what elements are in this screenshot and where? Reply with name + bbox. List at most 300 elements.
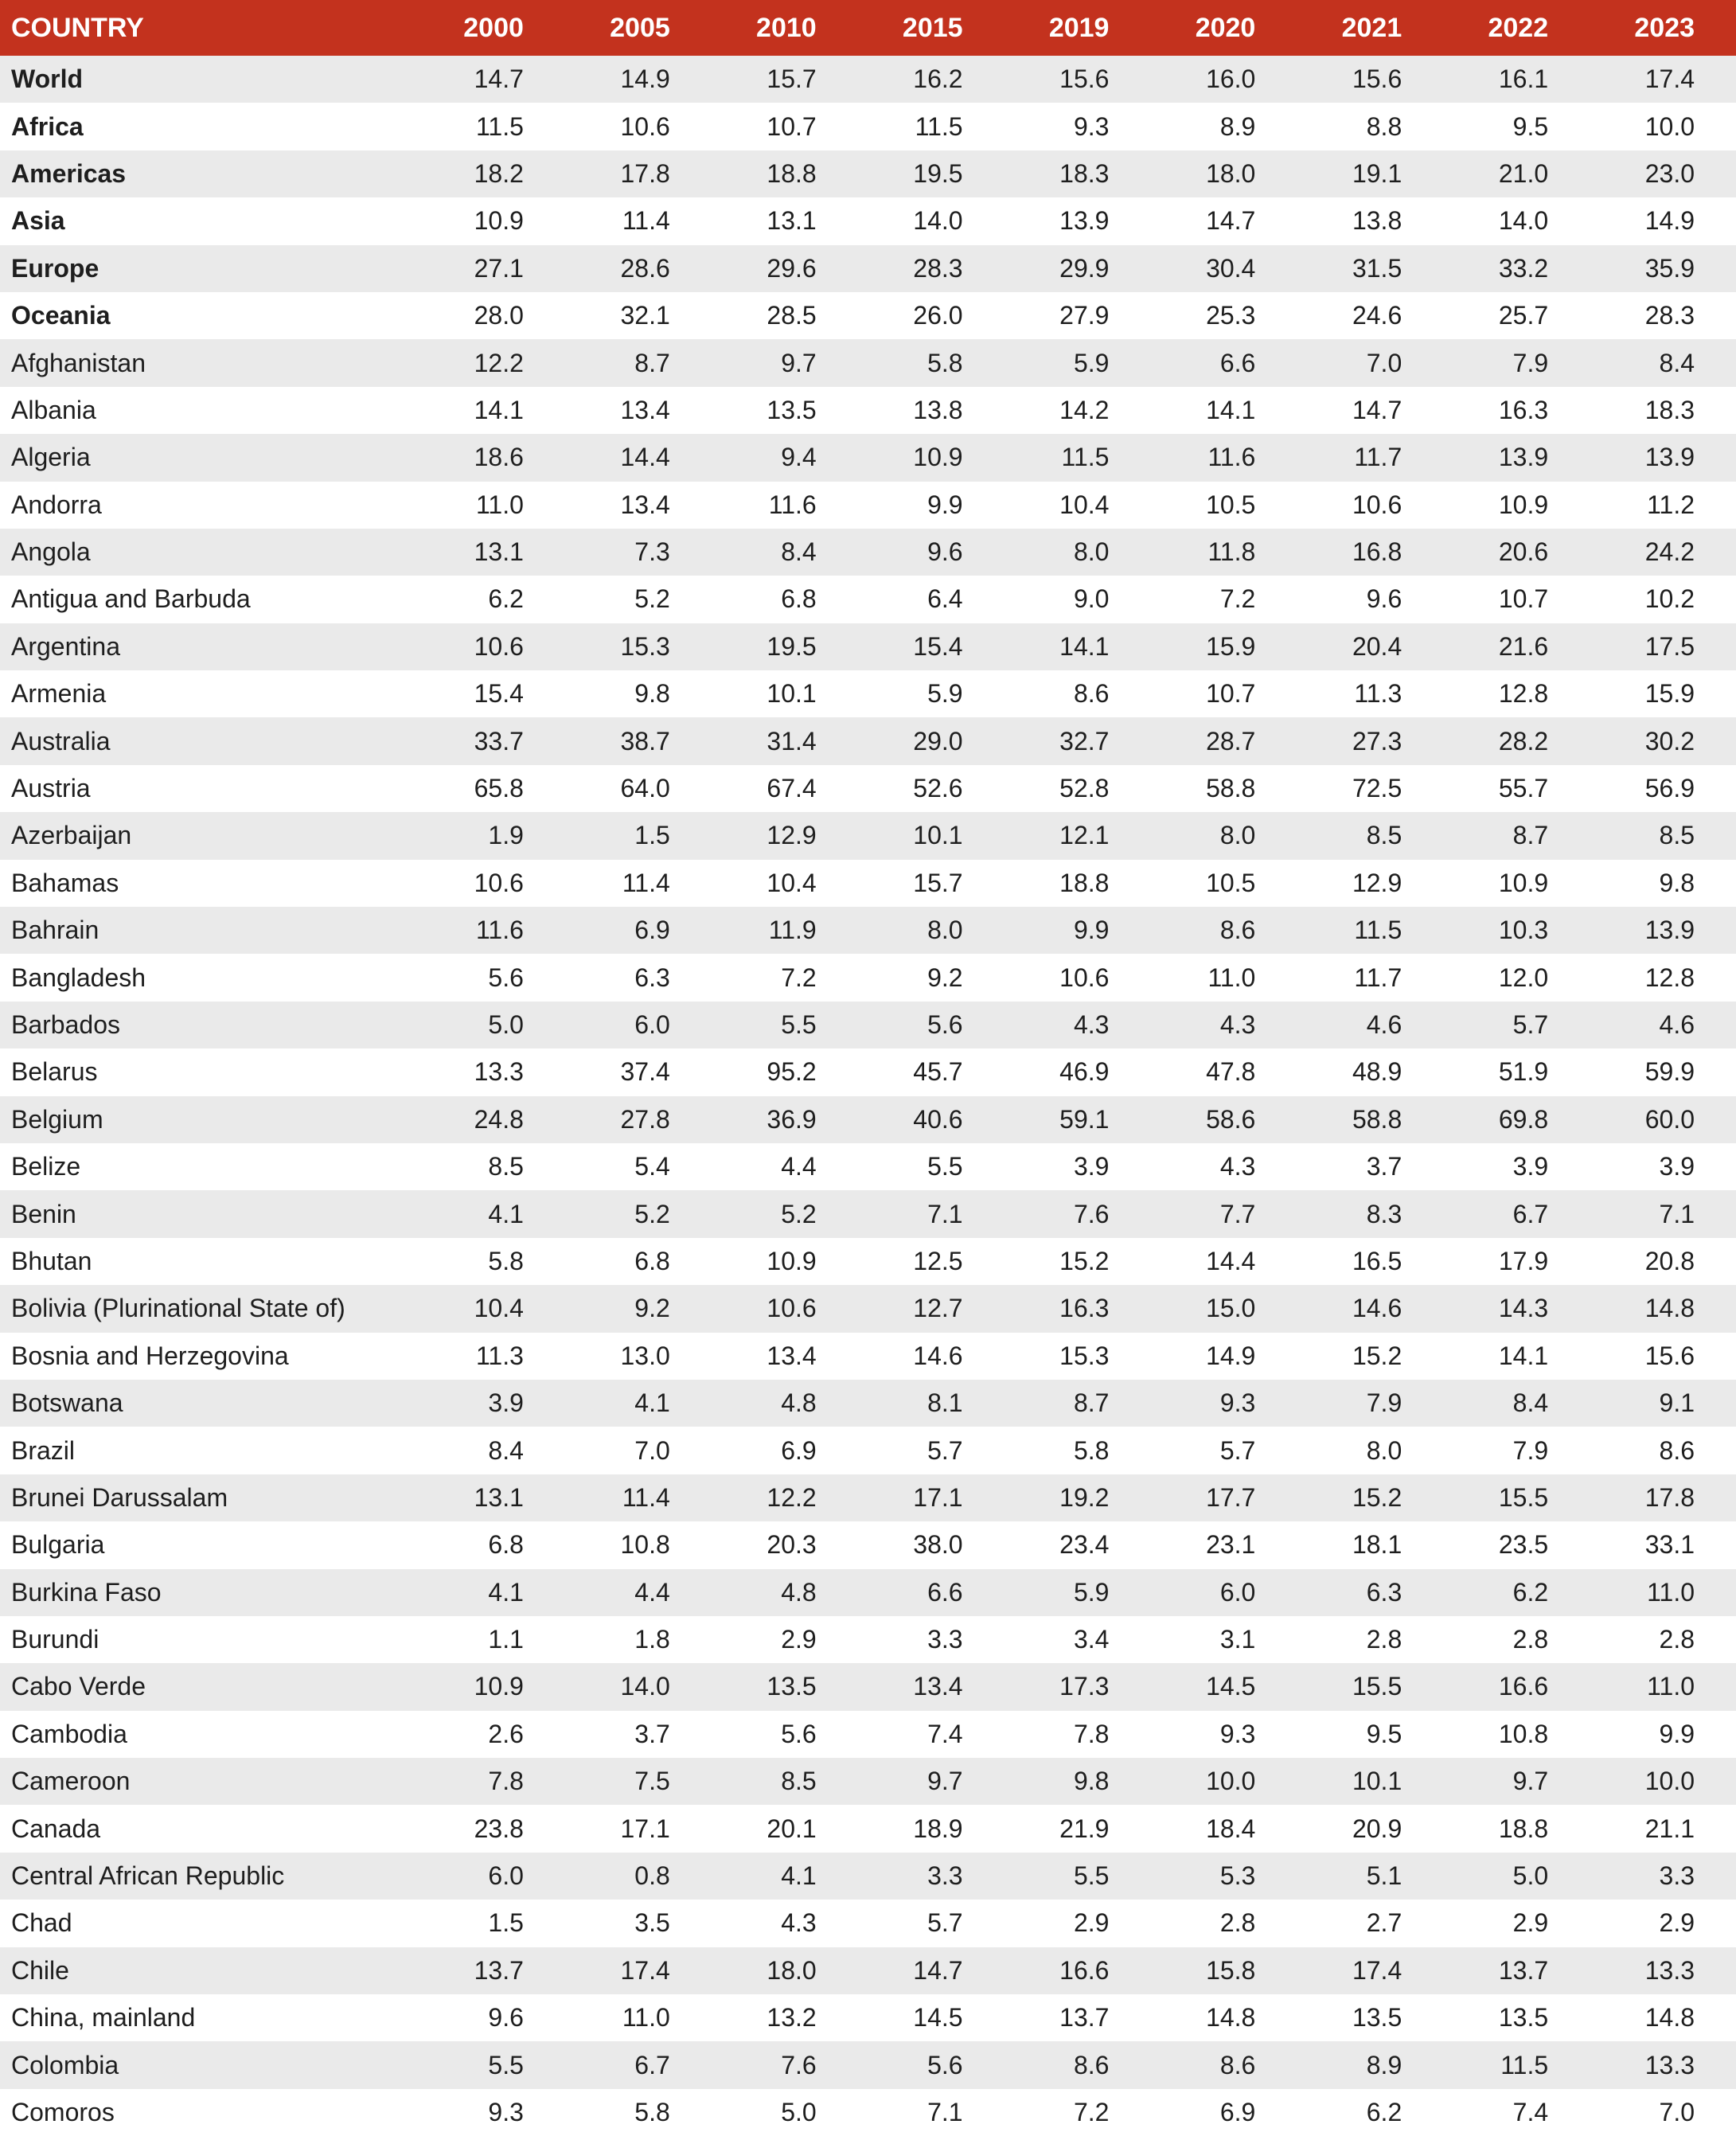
value-cell: 47.8 <box>1206 1057 1256 1087</box>
value-cell: 4.1 <box>634 1388 670 1418</box>
value-cell: 5.2 <box>781 1199 817 1228</box>
value-cell: 1.5 <box>634 821 670 850</box>
value-cell: 7.0 <box>1659 2097 1695 2126</box>
country-name: Bosnia and Herzegovina <box>11 1341 289 1370</box>
value-cell: 9.3 <box>1219 1388 1256 1418</box>
value-cell: 8.6 <box>1073 2050 1110 2079</box>
value-cell: 30.2 <box>1644 726 1695 756</box>
value-cell: 7.5 <box>634 1767 670 1796</box>
value-cell: 5.6 <box>927 1010 963 1039</box>
value-cell: 8.9 <box>1219 111 1256 141</box>
value-cell: 15.3 <box>1059 1341 1110 1370</box>
value-cell: 7.0 <box>634 1435 670 1465</box>
value-cell: 13.1 <box>474 537 524 567</box>
value-cell: 13.4 <box>620 395 670 424</box>
table-row <box>0 1333 1736 1380</box>
value-cell: 9.7 <box>781 348 817 377</box>
value-cell: 14.1 <box>1206 395 1256 424</box>
value-cell: 28.3 <box>1644 301 1695 330</box>
value-cell: 13.9 <box>1644 443 1695 472</box>
value-cell: 14.7 <box>913 1955 963 1985</box>
value-cell: 60.0 <box>1644 1104 1695 1134</box>
country-name: Armenia <box>11 679 107 709</box>
value-cell: 11.0 <box>622 2003 670 2033</box>
value-cell: 26.0 <box>913 301 963 330</box>
value-cell: 18.4 <box>1206 1814 1256 1843</box>
table-row <box>0 2089 1736 2136</box>
country-name: Africa <box>11 111 84 141</box>
value-cell: 13.5 <box>767 395 817 424</box>
value-cell: 28.5 <box>767 301 817 330</box>
value-cell: 6.7 <box>1512 1199 1549 1228</box>
table-row <box>0 529 1736 576</box>
value-cell: 14.7 <box>474 64 524 94</box>
value-cell: 23.4 <box>1059 1530 1110 1560</box>
value-cell: 14.4 <box>1206 1246 1256 1275</box>
value-cell: 38.7 <box>620 726 670 756</box>
value-cell: 13.3 <box>1644 1955 1695 1985</box>
value-cell: 72.5 <box>1352 774 1402 803</box>
value-cell: 11.9 <box>768 916 817 945</box>
table-row <box>0 717 1736 764</box>
table-row <box>0 1380 1736 1427</box>
table-row <box>0 1994 1736 2041</box>
value-cell: 5.5 <box>1073 1861 1110 1891</box>
value-cell: 7.1 <box>927 2097 963 2126</box>
value-cell: 69.8 <box>1498 1104 1549 1134</box>
value-cell: 31.5 <box>1352 253 1402 283</box>
table-row <box>0 1711 1736 1758</box>
country-name: Colombia <box>11 2050 119 2079</box>
country-name: Oceania <box>11 301 111 330</box>
value-cell: 12.8 <box>1644 963 1695 992</box>
value-cell: 9.6 <box>927 537 963 567</box>
value-cell: 7.2 <box>1073 2097 1110 2126</box>
value-cell: 6.3 <box>634 963 670 992</box>
table-row <box>0 103 1736 150</box>
value-cell: 5.6 <box>488 963 524 992</box>
value-cell: 10.7 <box>1206 679 1256 709</box>
value-cell: 8.5 <box>488 1152 524 1181</box>
table-row <box>0 1616 1736 1663</box>
value-cell: 2.8 <box>1219 1908 1256 1938</box>
value-cell: 29.6 <box>767 253 817 283</box>
value-cell: 3.7 <box>1366 1152 1402 1181</box>
column-header-year: 2022 <box>1443 0 1590 56</box>
value-cell: 6.2 <box>1366 2097 1402 2126</box>
value-cell: 12.2 <box>474 348 524 377</box>
value-cell: 18.1 <box>1352 1530 1402 1560</box>
value-cell: 28.2 <box>1498 726 1549 756</box>
value-cell: 8.5 <box>1659 821 1695 850</box>
value-cell: 8.5 <box>781 1767 817 1796</box>
value-cell: 58.6 <box>1206 1104 1256 1134</box>
value-cell: 2.8 <box>1659 1625 1695 1654</box>
table-row <box>0 197 1736 244</box>
value-cell: 9.6 <box>1366 584 1402 614</box>
value-cell: 7.0 <box>1366 348 1402 377</box>
value-cell: 9.3 <box>1073 111 1110 141</box>
table-header <box>0 0 1736 56</box>
column-header-year: 2000 <box>419 0 565 56</box>
value-cell: 7.8 <box>488 1767 524 1796</box>
value-cell: 14.8 <box>1644 1294 1695 1323</box>
value-cell: 6.2 <box>488 584 524 614</box>
value-cell: 3.9 <box>1659 1152 1695 1181</box>
value-cell: 13.1 <box>474 1482 524 1512</box>
value-cell: 17.5 <box>1644 631 1695 661</box>
value-cell: 13.3 <box>474 1057 524 1087</box>
value-cell: 7.4 <box>1512 2097 1549 2126</box>
table-row <box>0 1427 1736 1474</box>
country-name: Cabo Verde <box>11 1672 146 1701</box>
value-cell: 6.0 <box>634 1010 670 1039</box>
value-cell: 4.3 <box>1219 1010 1256 1039</box>
value-cell: 9.9 <box>927 490 963 519</box>
value-cell: 8.6 <box>1659 1435 1695 1465</box>
value-cell: 5.7 <box>1219 1435 1256 1465</box>
value-cell: 21.1 <box>1644 1814 1695 1843</box>
value-cell: 15.4 <box>474 679 524 709</box>
value-cell: 18.2 <box>474 158 524 188</box>
value-cell: 19.2 <box>1059 1482 1110 1512</box>
value-cell: 3.3 <box>1659 1861 1695 1891</box>
value-cell: 13.0 <box>620 1341 670 1370</box>
value-cell: 13.8 <box>1352 206 1402 236</box>
value-cell: 10.2 <box>1644 584 1695 614</box>
value-cell: 59.1 <box>1059 1104 1110 1134</box>
country-name: Bahamas <box>11 868 119 897</box>
value-cell: 17.1 <box>913 1482 963 1512</box>
value-cell: 10.7 <box>1498 584 1549 614</box>
value-cell: 8.8 <box>1366 111 1402 141</box>
value-cell: 32.1 <box>620 301 670 330</box>
country-name: Chile <box>11 1955 69 1985</box>
header-row <box>0 0 1736 56</box>
value-cell: 15.3 <box>620 631 670 661</box>
country-name: Bulgaria <box>11 1530 105 1560</box>
value-cell: 8.7 <box>634 348 670 377</box>
value-cell: 4.3 <box>1219 1152 1256 1181</box>
value-cell: 33.2 <box>1498 253 1549 283</box>
value-cell: 10.4 <box>474 1294 524 1323</box>
value-cell: 13.4 <box>913 1672 963 1701</box>
value-cell: 21.6 <box>1498 631 1549 661</box>
value-cell: 7.6 <box>1073 1199 1110 1228</box>
value-cell: 6.3 <box>1366 1577 1402 1607</box>
value-cell: 11.5 <box>475 111 524 141</box>
value-cell: 5.4 <box>634 1152 670 1181</box>
value-cell: 5.6 <box>927 2050 963 2079</box>
value-cell: 6.9 <box>1219 2097 1256 2126</box>
value-cell: 28.3 <box>913 253 963 283</box>
value-cell: 13.2 <box>767 2003 817 2033</box>
value-cell: 24.8 <box>474 1104 524 1134</box>
value-cell: 17.4 <box>1352 1955 1402 1985</box>
value-cell: 14.8 <box>1206 2003 1256 2033</box>
country-name: Americas <box>11 158 127 188</box>
value-cell: 8.5 <box>1366 821 1402 850</box>
value-cell: 17.8 <box>1644 1482 1695 1512</box>
value-cell: 13.4 <box>767 1341 817 1370</box>
value-cell: 5.9 <box>1073 1577 1110 1607</box>
value-cell: 9.2 <box>634 1294 670 1323</box>
value-cell: 23.1 <box>1206 1530 1256 1560</box>
value-cell: 7.2 <box>781 963 817 992</box>
value-cell: 52.8 <box>1059 774 1110 803</box>
value-cell: 5.0 <box>1512 1861 1549 1891</box>
value-cell: 29.0 <box>913 726 963 756</box>
value-cell: 25.3 <box>1206 301 1256 330</box>
value-cell: 58.8 <box>1352 1104 1402 1134</box>
value-cell: 2.8 <box>1512 1625 1549 1654</box>
value-cell: 10.6 <box>474 631 524 661</box>
value-cell: 3.7 <box>634 1719 670 1748</box>
value-cell: 11.7 <box>1354 963 1402 992</box>
value-cell: 46.9 <box>1059 1057 1110 1087</box>
value-cell: 15.5 <box>1352 1672 1402 1701</box>
value-cell: 20.6 <box>1498 537 1549 567</box>
value-cell: 38.0 <box>913 1530 963 1560</box>
value-cell: 14.1 <box>474 395 524 424</box>
table-row <box>0 1521 1736 1568</box>
value-cell: 10.9 <box>474 1672 524 1701</box>
value-cell: 3.5 <box>634 1908 670 1938</box>
value-cell: 64.0 <box>620 774 670 803</box>
value-cell: 21.9 <box>1059 1814 1110 1843</box>
value-cell: 6.2 <box>1512 1577 1549 1607</box>
value-cell: 15.9 <box>1644 679 1695 709</box>
value-cell: 48.9 <box>1352 1057 1402 1087</box>
value-cell: 11.8 <box>1207 537 1256 567</box>
table-row <box>0 387 1736 434</box>
value-cell: 18.8 <box>1498 1814 1549 1843</box>
country-name: Belize <box>11 1152 81 1181</box>
value-cell: 8.4 <box>1659 348 1695 377</box>
value-cell: 11.4 <box>622 868 670 897</box>
value-cell: 9.6 <box>488 2003 524 2033</box>
value-cell: 14.2 <box>1059 395 1110 424</box>
value-cell: 1.1 <box>488 1625 524 1654</box>
country-name: Austria <box>11 774 91 803</box>
value-cell: 10.9 <box>767 1246 817 1275</box>
value-cell: 9.5 <box>1366 1719 1402 1748</box>
value-cell: 17.7 <box>1206 1482 1256 1512</box>
value-cell: 9.3 <box>1219 1719 1256 1748</box>
value-cell: 8.0 <box>927 916 963 945</box>
value-cell: 10.6 <box>1059 963 1110 992</box>
value-cell: 5.6 <box>781 1719 817 1748</box>
value-cell: 16.1 <box>1498 64 1549 94</box>
table-row <box>0 1048 1736 1095</box>
value-cell: 13.4 <box>620 490 670 519</box>
value-cell: 6.6 <box>927 1577 963 1607</box>
value-cell: 11.3 <box>1354 679 1402 709</box>
value-cell: 12.9 <box>1352 868 1402 897</box>
country-name: Algeria <box>11 443 91 472</box>
value-cell: 18.8 <box>1059 868 1110 897</box>
value-cell: 17.4 <box>1644 64 1695 94</box>
value-cell: 6.7 <box>634 2050 670 2079</box>
country-name: Chad <box>11 1908 72 1938</box>
value-cell: 2.9 <box>781 1625 817 1654</box>
table-row <box>0 1947 1736 1994</box>
value-cell: 8.0 <box>1366 1435 1402 1465</box>
value-cell: 5.8 <box>1073 1435 1110 1465</box>
value-cell: 11.7 <box>1354 443 1402 472</box>
value-cell: 10.0 <box>1644 1767 1695 1796</box>
column-header-year: 2023 <box>1590 0 1736 56</box>
country-name: Argentina <box>11 631 120 661</box>
value-cell: 40.6 <box>913 1104 963 1134</box>
value-cell: 10.7 <box>767 111 817 141</box>
value-cell: 13.9 <box>1059 206 1110 236</box>
value-cell: 25.7 <box>1498 301 1549 330</box>
value-cell: 14.8 <box>1644 2003 1695 2033</box>
value-cell: 17.1 <box>620 1814 670 1843</box>
value-cell: 15.2 <box>1352 1482 1402 1512</box>
value-cell: 5.7 <box>1512 1010 1549 1039</box>
value-cell: 10.6 <box>1352 490 1402 519</box>
value-cell: 13.7 <box>1498 1955 1549 1985</box>
value-cell: 33.7 <box>474 726 524 756</box>
value-cell: 6.8 <box>781 584 817 614</box>
country-name: Bhutan <box>11 1246 92 1275</box>
column-header-year: 2021 <box>1297 0 1443 56</box>
value-cell: 95.2 <box>767 1057 817 1087</box>
value-cell: 10.9 <box>1498 868 1549 897</box>
country-name: China, mainland <box>11 2003 196 2033</box>
value-cell: 10.6 <box>474 868 524 897</box>
column-header-year: 2020 <box>1150 0 1297 56</box>
value-cell: 9.1 <box>1659 1388 1695 1418</box>
value-cell: 20.4 <box>1352 631 1402 661</box>
value-cell: 10.1 <box>767 679 817 709</box>
table-row <box>0 1805 1736 1852</box>
value-cell: 6.0 <box>488 1861 524 1891</box>
value-cell: 3.9 <box>1073 1152 1110 1181</box>
value-cell: 12.7 <box>913 1294 963 1323</box>
table-row <box>0 434 1736 481</box>
value-cell: 9.2 <box>927 963 963 992</box>
value-cell: 16.8 <box>1352 537 1402 567</box>
table-row <box>0 860 1736 907</box>
value-cell: 5.7 <box>927 1435 963 1465</box>
table-row <box>0 1002 1736 1048</box>
country-name: Burundi <box>11 1625 99 1654</box>
value-cell: 15.2 <box>1352 1341 1402 1370</box>
value-cell: 16.5 <box>1352 1246 1402 1275</box>
table-row <box>0 1474 1736 1521</box>
value-cell: 1.9 <box>488 821 524 850</box>
value-cell: 23.5 <box>1498 1530 1549 1560</box>
value-cell: 3.9 <box>1512 1152 1549 1181</box>
value-cell: 29.9 <box>1059 253 1110 283</box>
value-cell: 13.1 <box>767 206 817 236</box>
table-row <box>0 812 1736 859</box>
value-cell: 8.6 <box>1073 679 1110 709</box>
value-cell: 9.8 <box>634 679 670 709</box>
value-cell: 19.5 <box>913 158 963 188</box>
value-cell: 7.9 <box>1512 1435 1549 1465</box>
value-cell: 6.4 <box>927 584 963 614</box>
value-cell: 27.8 <box>620 1104 670 1134</box>
value-cell: 9.9 <box>1659 1719 1695 1748</box>
value-cell: 17.8 <box>620 158 670 188</box>
country-name: Cameroon <box>11 1767 131 1796</box>
value-cell: 4.8 <box>781 1388 817 1418</box>
value-cell: 14.9 <box>1206 1341 1256 1370</box>
value-cell: 10.0 <box>1206 1767 1256 1796</box>
value-cell: 18.0 <box>767 1955 817 1985</box>
value-cell: 14.0 <box>1498 206 1549 236</box>
value-cell: 10.6 <box>767 1294 817 1323</box>
value-cell: 35.9 <box>1644 253 1695 283</box>
value-cell: 11.5 <box>915 111 963 141</box>
value-cell: 17.3 <box>1059 1672 1110 1701</box>
value-cell: 10.9 <box>474 206 524 236</box>
value-cell: 2.9 <box>1512 1908 1549 1938</box>
value-cell: 8.9 <box>1366 2050 1402 2079</box>
value-cell: 12.1 <box>1059 821 1110 850</box>
value-cell: 5.1 <box>1366 1861 1402 1891</box>
value-cell: 11.0 <box>1207 963 1256 992</box>
value-cell: 16.3 <box>1498 395 1549 424</box>
value-cell: 14.3 <box>1498 1294 1549 1323</box>
value-cell: 14.1 <box>1059 631 1110 661</box>
value-cell: 30.4 <box>1206 253 1256 283</box>
value-cell: 20.9 <box>1352 1814 1402 1843</box>
value-cell: 4.4 <box>634 1577 670 1607</box>
table-row <box>0 907 1736 954</box>
value-cell: 4.1 <box>488 1199 524 1228</box>
value-cell: 10.9 <box>1498 490 1549 519</box>
value-cell: 6.8 <box>634 1246 670 1275</box>
value-cell: 13.9 <box>1498 443 1549 472</box>
table-row <box>0 670 1736 717</box>
country-name: Australia <box>11 726 111 756</box>
value-cell: 15.7 <box>913 868 963 897</box>
country-name: Afghanistan <box>11 348 146 377</box>
country-name: Central African Republic <box>11 1861 285 1891</box>
value-cell: 16.6 <box>1059 1955 1110 1985</box>
value-cell: 67.4 <box>767 774 817 803</box>
table-row <box>0 1569 1736 1616</box>
value-cell: 14.7 <box>1352 395 1402 424</box>
value-cell: 15.9 <box>1206 631 1256 661</box>
value-cell: 5.2 <box>634 584 670 614</box>
value-cell: 27.3 <box>1352 726 1402 756</box>
value-cell: 7.6 <box>781 2050 817 2079</box>
value-cell: 14.5 <box>913 2003 963 2033</box>
value-cell: 3.9 <box>488 1388 524 1418</box>
value-cell: 36.9 <box>767 1104 817 1134</box>
table-row <box>0 623 1736 670</box>
value-cell: 10.9 <box>913 443 963 472</box>
table-row <box>0 765 1736 812</box>
value-cell: 23.0 <box>1644 158 1695 188</box>
table-row <box>0 954 1736 1001</box>
value-cell: 2.6 <box>488 1719 524 1748</box>
value-cell: 8.7 <box>1512 821 1549 850</box>
value-cell: 7.1 <box>927 1199 963 1228</box>
table-row <box>0 1238 1736 1285</box>
value-cell: 14.7 <box>1206 206 1256 236</box>
value-cell: 6.0 <box>1219 1577 1256 1607</box>
value-cell: 6.8 <box>488 1530 524 1560</box>
value-cell: 8.6 <box>1219 2050 1256 2079</box>
value-cell: 28.7 <box>1206 726 1256 756</box>
